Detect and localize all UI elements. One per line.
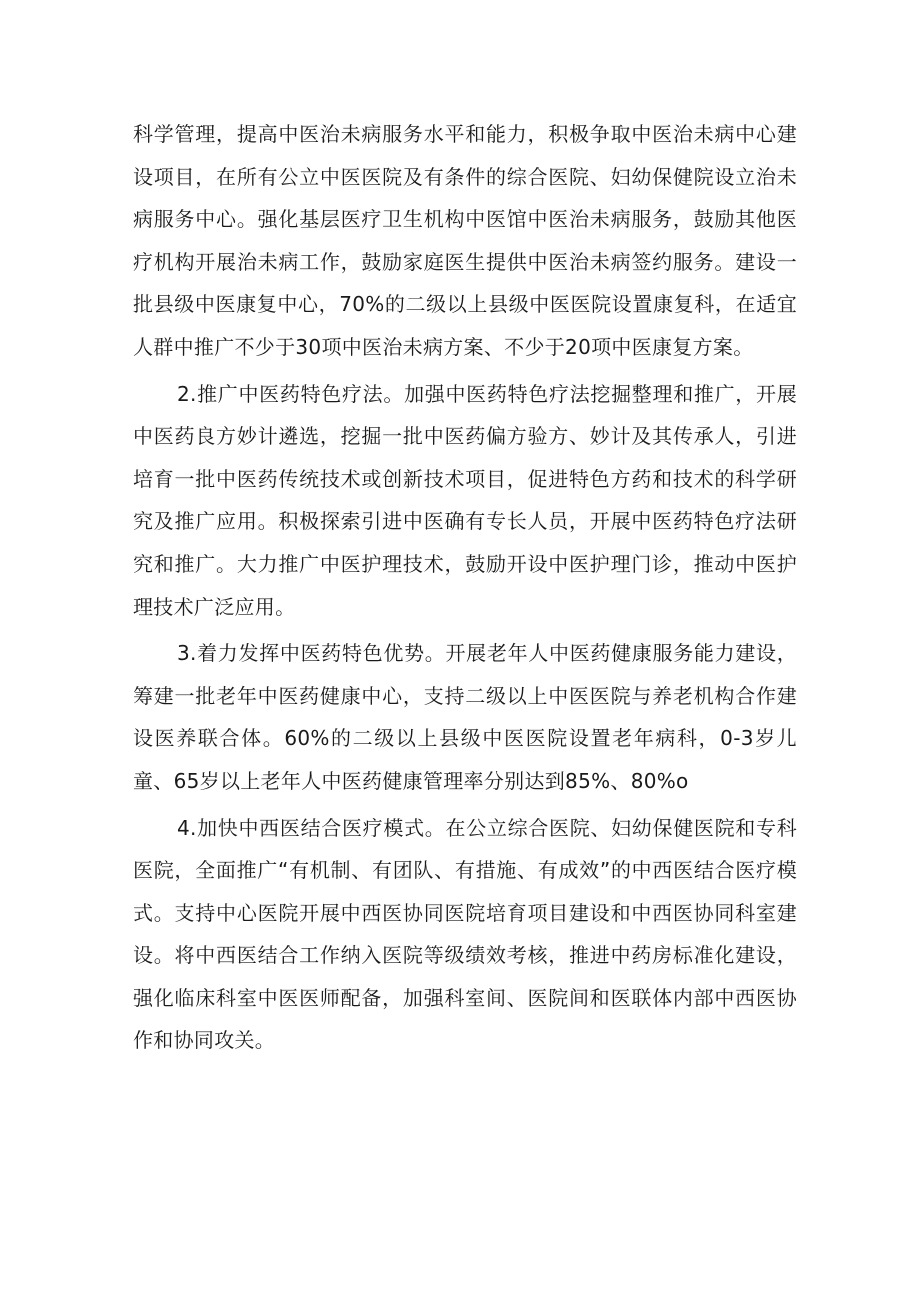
paragraph-item-2: 2.推广中医药特色疗法。加强中医药特色疗法挖掘整理和推广，开展中医药良方妙计遴选，挖掘一批中医药偏方验方、妙计及其传承人，引进培育一批中医药传统技术或创新技术项目，促进特色方药和技术的科学研究及推广应用。积极探索引进中医确有专长人员，开展中医药特色疗法研究和推广。大力推广中医护理技术，鼓励开设中医护理门诊，推动中医护理技术广泛应用。 — [133, 381, 797, 619]
document-body — [133, 113, 797, 1066]
paragraph-item-4: 4.加快中西医结合医疗模式。在公立综合医院、妇幼保健医院和专科医院，全面推广“有机制、有团队、有措施、有成效”的中西医结合医疗模式。支持中心医院开展中西医协同医院培育项目建设和中西医协同科室建设。将中西医结合工作纳入医院等级绩效考核，推进中药房标准化建设，强化临床科室中医医师配备，加强科室间、医院间和医联体内部中西医协作和协同攻关。 — [133, 815, 797, 1053]
paragraph-continuation: 科学管理，提高中医治未病服务水平和能力，积极争取中医治未病中心建设项目，在所有公立中医医院及有条件的综合医院、妇幼保健院设立治未病服务中心。强化基层医疗卫生机构中医馆中医治未病服务，鼓励其他医疗机构开展治未病工作，鼓励家庭医生提供中医治未病签约服务。建设一批县级中医康复中心，70%的二级以上县级中医医院设置康复科，在适宜人群中推广不少于30项中医治未病方案、不少于20项中医康复方案。 — [133, 122, 797, 359]
paragraph-item-3: 3.着力发挥中医药特色优势。开展老年人中医药健康服务能力建设，筹建一批老年中医药健康中心，支持二级以上中医医院与养老机构合作建设医养联合体。60%的二级以上县级中医医院设置老年病科，0-3岁儿童、65岁以上老年人中医药健康管理率分别达到85%、80%o — [133, 641, 797, 793]
